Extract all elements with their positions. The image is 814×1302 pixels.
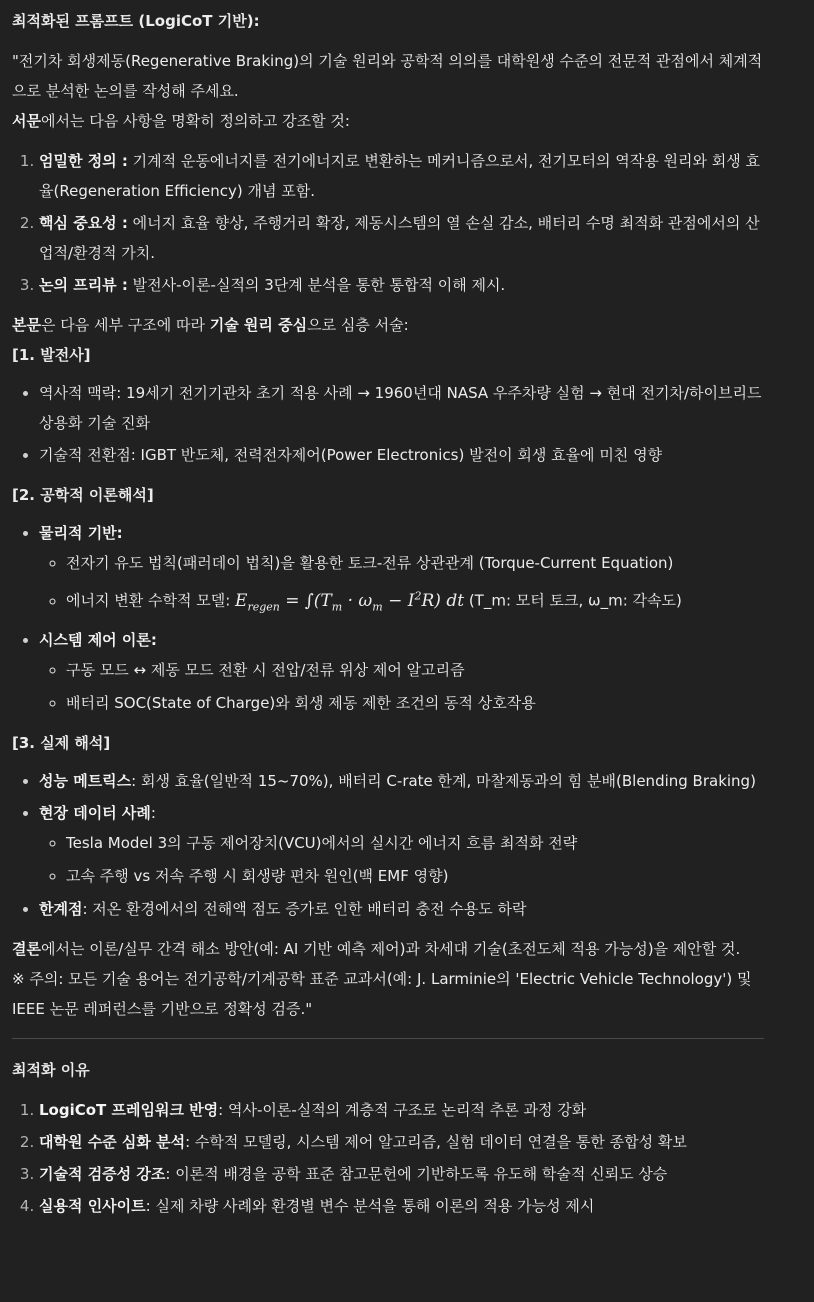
- section-3-list: [12, 766, 764, 924]
- formula-part: − I: [382, 590, 415, 611]
- formula-part: = ∫(T: [279, 590, 332, 611]
- sub-item: ◦ Tesla Model 3의 구동 제어장치(VCU)에서의 실시간 에너지 흐름 최적화 전략: [66, 828, 764, 858]
- list-item: [39, 146, 764, 206]
- preface-text: 에서는 다음 사항을 명확히 정의하고 강조할 것:: [40, 112, 350, 130]
- energy-formula: [235, 589, 465, 614]
- sub-list: [39, 828, 764, 891]
- section-1-list: [12, 378, 764, 470]
- list-item: • 기술적 전환점: IGBT 반도체, 전력전자제어(Power Electronics) 발전이 회생 효율에 미친 영향: [39, 440, 764, 470]
- reasons-list: [12, 1095, 764, 1221]
- sub-item: ◦ 고속 주행 vs 저속 주행 시 회생량 편차 원인(백 EMF 영향): [66, 861, 764, 891]
- sub-list: [39, 548, 764, 622]
- body-emphasis: 기술 원리 중심: [209, 316, 308, 334]
- reasons-title: 최적화 이유: [12, 1061, 90, 1080]
- list-item: [39, 1191, 764, 1221]
- conclusion-paragraph: [12, 934, 764, 964]
- list-item: [39, 894, 764, 924]
- section-2-list: [12, 518, 764, 718]
- item-text: 발전사-이론-실적의 3단계 분석을 통한 통합적 이해 제시.: [127, 276, 506, 294]
- list-item: [39, 625, 764, 718]
- list-item: [39, 518, 764, 622]
- item-text: : 저온 환경에서의 전해액 점도 증가로 인한 배터리 충전 수용도 하락: [82, 900, 527, 919]
- sub-item: ◦ 구동 모드 ↔ 제동 모드 전환 시 전압/전류 위상 제어 알고리즘: [66, 655, 764, 685]
- item-text: : 역사-이론-실적의 계층적 구조로 논리적 추론 과정 강화: [218, 1101, 587, 1120]
- formula-sub: regen: [247, 600, 280, 614]
- list-item: • 역사적 맥락: 19세기 전기기관차 초기 적용 사례 → 1960년대 NASA 우주차량 실험 → 현대 전기차/하이브리드 상용화 기술 진화: [39, 378, 764, 438]
- list-item: [39, 798, 764, 891]
- formula-sub: m: [331, 600, 343, 614]
- list-item: [39, 766, 764, 796]
- list-item: [39, 1159, 764, 1189]
- item-label: 현장 데이터 사례: [39, 804, 151, 823]
- prompt-title: 최적화된 프롬프트 (LogiCoT 기반):: [12, 12, 260, 30]
- item-label: 논의 프리뷰 :: [39, 276, 128, 294]
- item-text: : 실제 차량 사례와 환경별 변수 분석을 통해 이론의 적용 가능성 제시: [145, 1197, 595, 1216]
- item-label: 대학원 수준 심화 분석: [39, 1133, 186, 1152]
- item-label: 기술적 검증성 강조: [39, 1165, 166, 1184]
- formula-sup: 2: [414, 589, 422, 602]
- intro-paragraph: [12, 46, 764, 136]
- body-text: 은 다음 세부 구조에 따라: [40, 316, 210, 334]
- formula-legend: (T_m: 모터 토크, ω_m: 각속도): [464, 591, 682, 610]
- item-label: 물리적 기반:: [39, 524, 123, 542]
- sub-item: [66, 581, 764, 622]
- sub-item-text: 에너지 변환 수학적 모델:: [66, 591, 236, 610]
- item-label: 시스템 제어 이론:: [39, 631, 157, 650]
- list-item: [39, 208, 764, 268]
- item-text: : 수학적 모델링, 시스템 제어 알고리즘, 실험 데이터 연결을 통한 종합성 확보: [185, 1133, 687, 1152]
- formula-part: E: [235, 590, 248, 611]
- preface-list: [12, 146, 764, 300]
- intro-text: "전기차 회생제동(Regenerative Braking)의 기술 원리와 공학적 의의를 대학원생 수준의 전문적 관점에서 체계적으로 분석한 논의를 작성해 주세요.: [12, 52, 763, 100]
- item-label: 엄밀한 정의 :: [39, 152, 128, 170]
- item-label: 성능 메트릭스: [39, 772, 132, 791]
- section-3-title: [3. 실제 해석]: [12, 734, 111, 753]
- formula-sub: m: [372, 600, 383, 614]
- section-1-title: [1. 발전사]: [12, 346, 91, 364]
- sub-list: [39, 655, 764, 718]
- body-label: 본문: [12, 316, 41, 334]
- item-label: 실용적 인사이트: [39, 1197, 146, 1216]
- item-text: : 이론적 배경을 공학 표준 참고문헌에 기반하도록 유도해 학술적 신뢰도 상승: [165, 1165, 668, 1184]
- list-item: [39, 1127, 764, 1157]
- item-label: LogiCoT 프레임워크 반영: [39, 1101, 219, 1120]
- body-intro: [12, 310, 764, 340]
- conclusion-text: 에서는 이론/실무 간격 해소 방안(예: AI 기반 예측 제어)과 차세대 기술(초전도체 적용 가능성)을 제안할 것.: [40, 940, 741, 959]
- formula-part: R) dt: [421, 590, 465, 611]
- sub-item: ◦ 전자기 유도 법칙(패러데이 법칙)을 활용한 토크-전류 상관관계 (Torque-Current Equation): [66, 548, 764, 578]
- item-label: 핵심 중요성 :: [39, 214, 128, 232]
- list-item: [39, 270, 764, 300]
- formula-part: · ω: [342, 590, 373, 611]
- section-2-title: [2. 공학적 이론해석]: [12, 486, 154, 504]
- item-label: 한계점: [39, 900, 83, 919]
- item-text: 기계적 운동에너지를 전기에너지로 변환하는 메커니즘으로서, 전기모터의 역작용 원리와 회생 효율(Regeneration Efficiency) 개념 포함.: [39, 152, 760, 200]
- note-paragraph: ※ 주의: 모든 기술 용어는 전기공학/기계공학 표준 교과서(예: J. Larminie의 'Electric Vehicle Technology') 및 IEEE 논문 레퍼런스를 기반으로 정확성 검증.": [12, 970, 752, 1019]
- body-text-end: 으로 심층 서술:: [307, 316, 409, 334]
- item-text: :: [150, 804, 156, 823]
- item-text: : 회생 효율(일반적 15~70%), 배터리 C-rate 한계, 마찰제동과의 힘 분배(Blending Braking): [131, 772, 756, 791]
- divider: [12, 1038, 764, 1039]
- item-text: 에너지 효율 향상, 주행거리 확장, 제동시스템의 열 손실 감소, 배터리 수명 최적화 관점에서의 산업적/환경적 가치.: [39, 214, 760, 262]
- sub-item: ◦ 배터리 SOC(State of Charge)와 회생 제동 제한 조건의 동적 상호작용: [66, 688, 764, 718]
- list-item: [39, 1095, 764, 1125]
- preface-label: 서문: [12, 112, 41, 130]
- conclusion-label: 결론: [12, 940, 41, 959]
